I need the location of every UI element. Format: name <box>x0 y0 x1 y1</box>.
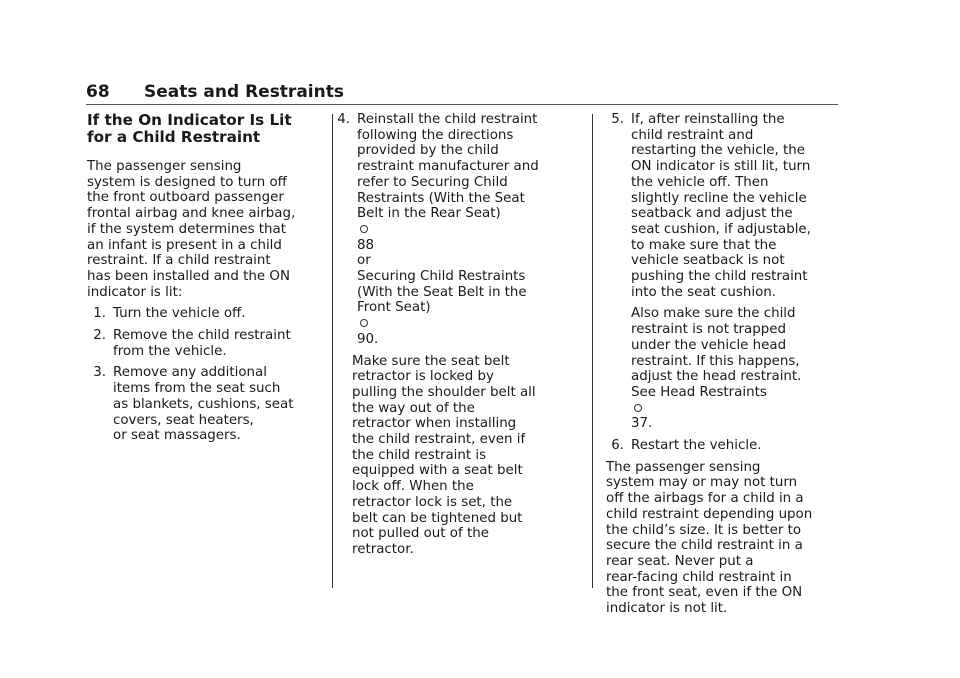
step-4-note: Make sure the seat belt retractor is locked by pulling the shoulder belt all the way out of the retractor when installing the child restraint, even if the child restraint is equipped with a seat belt lock off. When the retractor lock is set, the belt can be tightened but not pulled out of the retractor. <box>352 353 536 557</box>
column-1 <box>87 112 327 450</box>
cross-reference[interactable]: See Head Restraints 37. <box>631 384 767 432</box>
section-title: Seats and Restraints <box>144 82 344 102</box>
step-1: 1. Turn the vehicle off. <box>93 306 246 322</box>
cross-reference[interactable]: Front Seat) 90. <box>357 300 431 347</box>
closing-paragraph: The passenger sensing system may or may not turn off the airbags for a child in a child restraint depending upon the child’s size. It is better to secure the child restraint in a rear seat. Never put a rear-facing child restraint in the front seat, even if the ON indicator is not lit. <box>606 459 813 617</box>
page-number: 68 <box>86 82 110 102</box>
step-5-note: Also make sure the child restraint is not trapped under the vehicle head restraint. If this happens, adjust the head restraint. See Head Restraints 37. <box>631 306 842 432</box>
step-6: 6. Restart the vehicle. <box>611 438 762 454</box>
step-2: 2. Remove the child restraint from the vehicle. <box>93 328 291 359</box>
header-rule <box>86 104 838 105</box>
subsection-heading: If the On Indicator Is Lit for a Child Restraint <box>87 111 292 146</box>
step-5: 5. If, after reinstalling the child restraint and restarting the vehicle, the ON indicator is still lit, turn the vehicle off. Then slightly recline the vehicle seatback and adjust the seat cushion, if adjustable, to make sure that the vehicle seatback is not pushing the child restraint into the seat cushion. <box>611 112 811 300</box>
page-reference-icon <box>360 319 368 327</box>
cross-reference[interactable]: Belt in the Rear Seat) 88 <box>357 206 501 253</box>
column-2 <box>337 112 580 564</box>
step-3: 3. Remove any additional items from the seat such as blankets, cushions, seat covers, seat heaters, or seat massagers. <box>93 365 294 444</box>
page-reference-icon <box>360 225 368 233</box>
page-reference-icon <box>634 404 642 412</box>
page-header <box>86 82 838 102</box>
intro-paragraph: The passenger sensing system is designed to turn off the front outboard passenger frontal airbag and knee airbag, if the system determines that an infant is present in a child restraint. If a child restraint has been installed and the ON indicator is lit: <box>87 159 296 300</box>
step-4: 4. Reinstall the child restraint following the directions provided by the child restraint manufacturer and refer to Securing Child Restraints (With the Seat Belt in the Rear Seat) 88 or Securing Child Restraints (With the Seat Belt in the Front Seat) 90. <box>337 112 539 347</box>
column-divider <box>592 114 593 588</box>
column-3 <box>606 112 842 623</box>
